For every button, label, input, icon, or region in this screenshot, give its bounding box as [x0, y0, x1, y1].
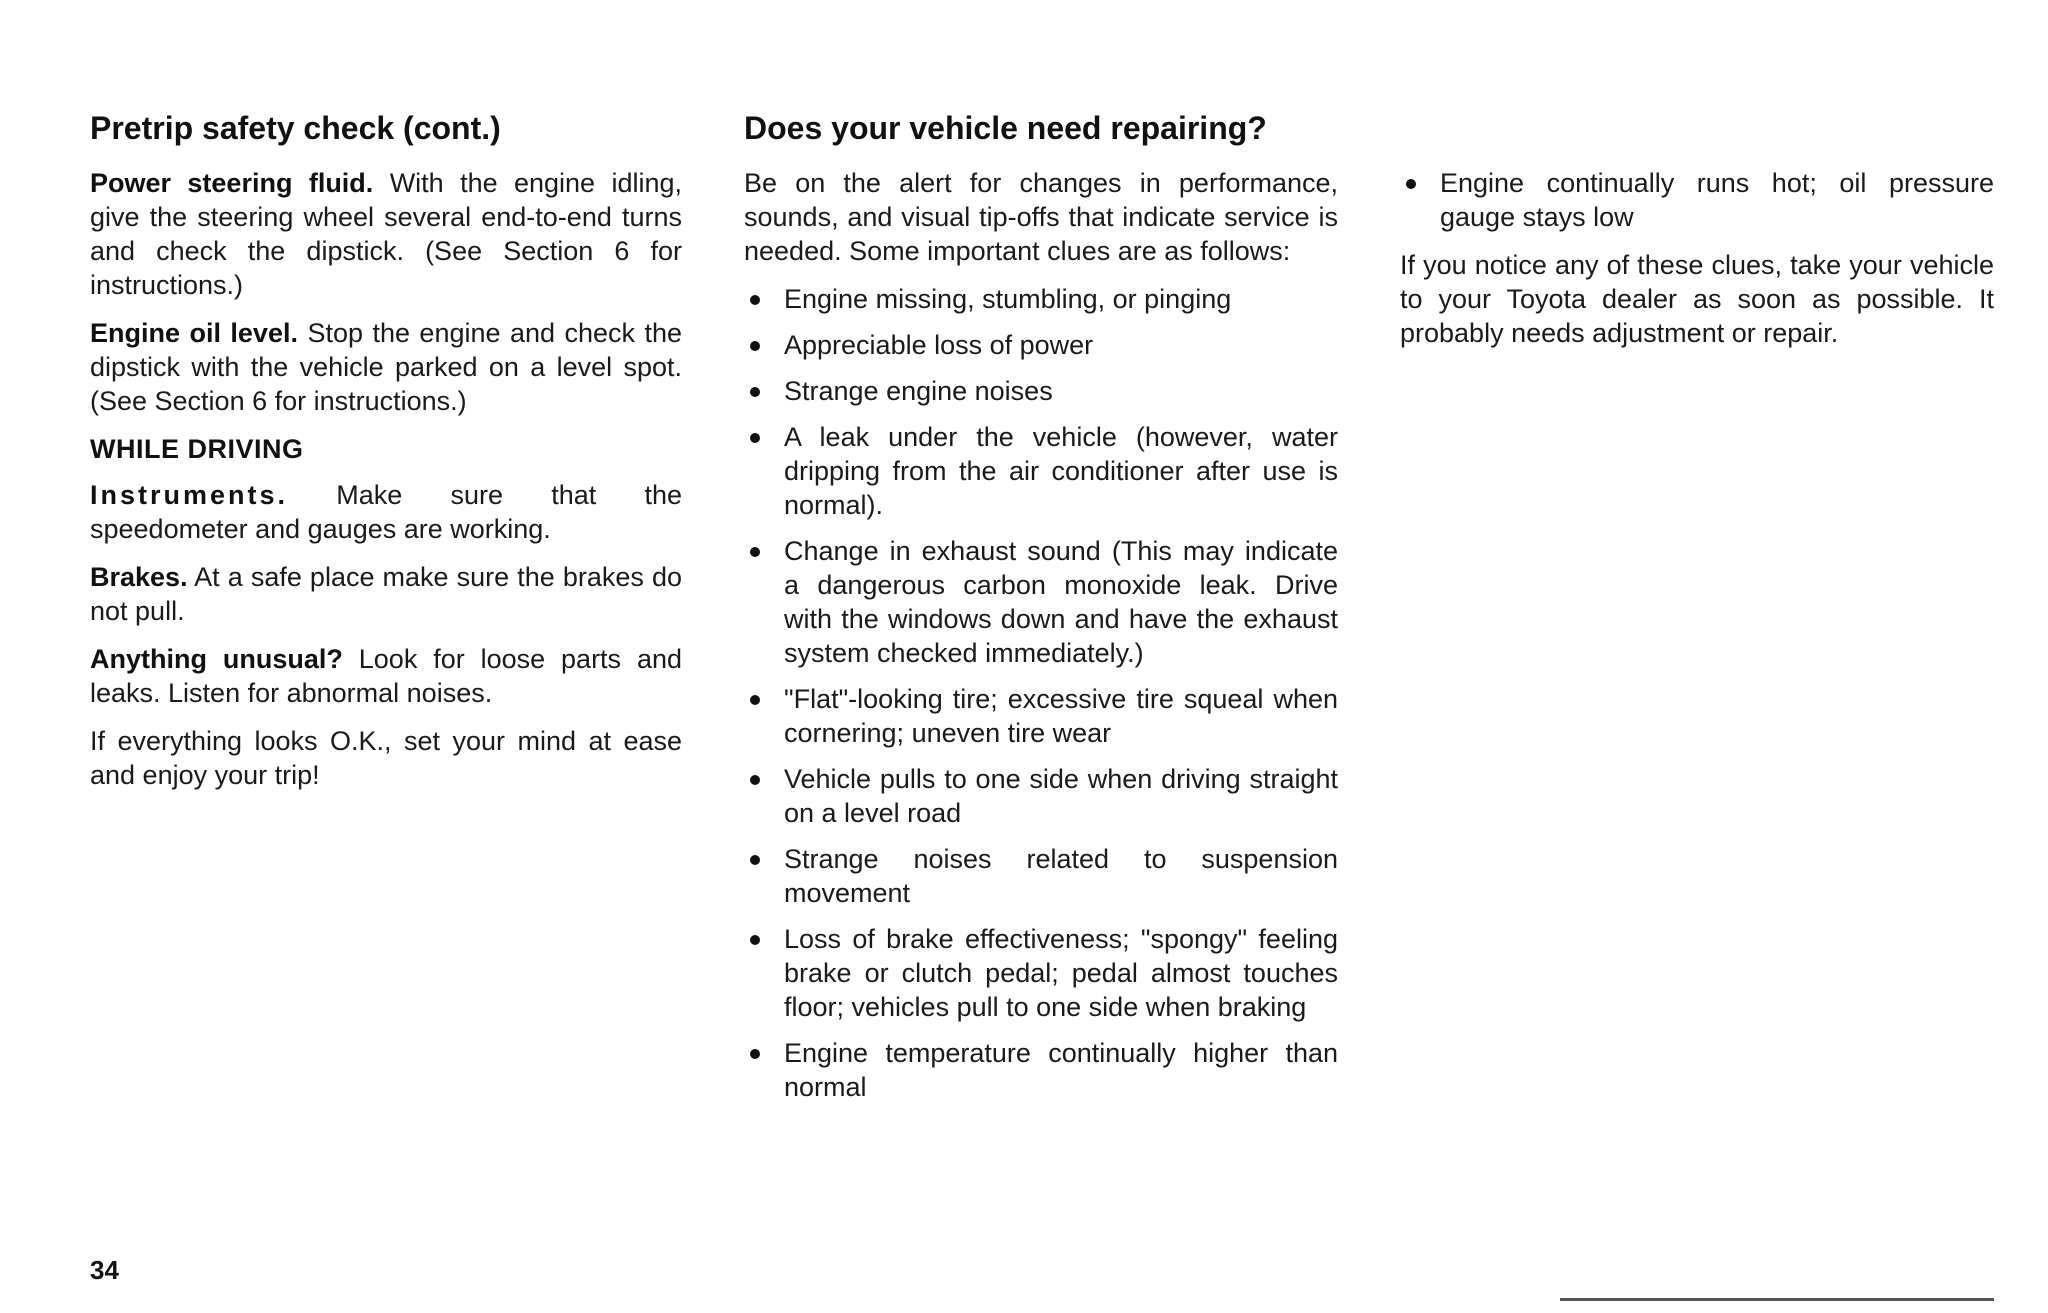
text-anything-unusual: Look for loose parts and leaks. Listen for abnormal noises.: [90, 644, 682, 708]
page-number: 34: [90, 1255, 119, 1285]
list-item: [744, 682, 1338, 750]
lead-anything-unusual: Anything unusual?: [90, 644, 343, 674]
clue-text: Engine missing, stumbling, or pinging: [784, 284, 1232, 314]
bullet-icon: [750, 433, 760, 443]
list-item: [744, 328, 1338, 362]
paragraph-engine-oil: [90, 316, 682, 418]
clue-text: Strange noises related to suspension movement: [784, 844, 1338, 908]
bullet-icon: [750, 695, 760, 705]
section-heading-repairing: Does your vehicle need repairing?: [744, 110, 1267, 146]
clue-text: Change in exhaust sound (This may indicate a dangerous carbon monoxide leak. Drive with the windows down and have the exhaust system checked immediately.): [784, 536, 1338, 668]
text-brakes: At a safe place make sure the brakes do not pull.: [90, 562, 682, 626]
lead-instruments: Instruments.: [90, 480, 289, 510]
clue-text: Vehicle pulls to one side when driving straight on a level road: [784, 764, 1338, 828]
clue-text: "Flat"-looking tire; excessive tire squeal when cornering; uneven tire wear: [784, 684, 1338, 748]
lead-brakes: Brakes.: [90, 562, 188, 592]
list-item: [744, 420, 1338, 522]
bullet-icon: [750, 387, 760, 397]
bullet-icon: [750, 855, 760, 865]
middle-column: [744, 108, 1338, 1118]
subheading-while-driving: WHILE DRIVING: [90, 434, 304, 464]
paragraph-closing-left: If everything looks O.K., set your mind at ease and enjoy your trip!: [90, 726, 682, 790]
clue-list: [744, 282, 1338, 1104]
list-item: [744, 922, 1338, 1024]
clue-text: Strange engine noises: [784, 376, 1053, 406]
text-engine-oil: Stop the engine and check the dipstick with the vehicle parked on a level spot. (See Section 6 for instructions.): [90, 318, 683, 416]
bullet-icon: [750, 547, 760, 557]
left-column: [90, 108, 682, 806]
bottom-rule: [1560, 1298, 1994, 1301]
list-item: [1400, 166, 1994, 234]
paragraph-anything-unusual: [90, 642, 682, 710]
clue-text: Engine continually runs hot; oil pressure gauge stays low: [1440, 168, 1994, 232]
section-heading-pretrip: Pretrip safety check (cont.): [90, 110, 501, 146]
bullet-icon: [750, 341, 760, 351]
paragraph-power-steering: [90, 166, 682, 302]
clue-list-continued: [1400, 166, 1994, 234]
list-item: [744, 374, 1338, 408]
paragraph-closing-right: If you notice any of these clues, take your vehicle to your Toyota dealer as soon as possible. It probably needs adjustment or repair.: [1400, 250, 1994, 348]
lead-power-steering: Power steering fluid.: [90, 168, 374, 198]
paragraph-brakes: [90, 560, 682, 628]
bullet-icon: [750, 775, 760, 785]
paragraph-intro: Be on the alert for changes in performance, sounds, and visual tip-offs that indicate service is needed. Some important clues are as follows:: [744, 168, 1338, 266]
bullet-icon: [750, 295, 760, 305]
clue-text: Loss of brake effectiveness; "spongy" feeling brake or clutch pedal; pedal almost touches floor; vehicles pull to one side when braking: [784, 924, 1338, 1022]
list-item: [744, 282, 1338, 316]
text-instruments: Make sure that the speedometer and gauges are working.: [90, 480, 682, 544]
clue-text: Engine temperature continually higher than normal: [784, 1038, 1338, 1102]
clue-text: A leak under the vehicle (however, water dripping from the air conditioner after use is normal).: [784, 422, 1338, 520]
text-power-steering: With the engine idling, give the steering wheel several end-to-end turns and check the dipstick. (See Section 6 for instructions.): [90, 168, 682, 300]
bullet-icon: [750, 1049, 760, 1059]
bullet-icon: [1406, 179, 1416, 189]
list-item: [744, 534, 1338, 670]
right-column: [1400, 166, 1994, 364]
paragraph-instruments: [90, 478, 682, 546]
list-item: [744, 842, 1338, 910]
list-item: [744, 1036, 1338, 1104]
bullet-icon: [750, 935, 760, 945]
clue-text: Appreciable loss of power: [784, 330, 1094, 360]
lead-engine-oil: Engine oil level.: [90, 318, 298, 348]
list-item: [744, 762, 1338, 830]
